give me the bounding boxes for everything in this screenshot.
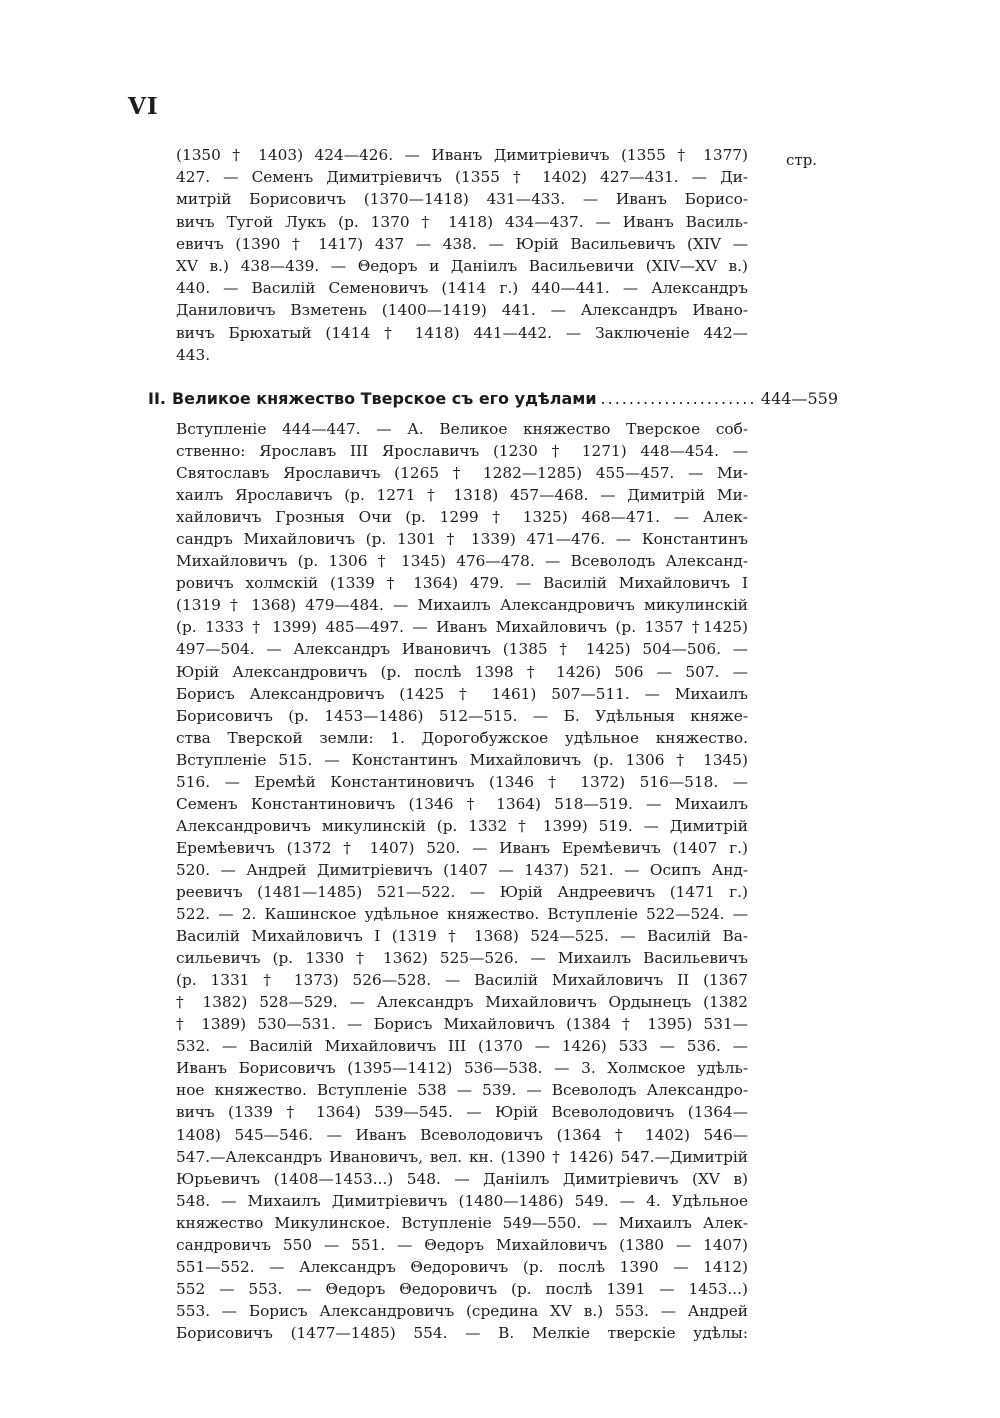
leader-dots — [601, 389, 757, 408]
text-line: Даниловичъ Взметень (1400—1419) 441. — Александръ Ивано- — [176, 301, 748, 320]
text-line: (1350 † 1403) 424—426. — Иванъ Димитріевичъ (1355 † 1377) — [176, 146, 748, 164]
text-line: 551—552. — Александръ Θедоровичъ (р. послѣ 1390 — 1412) — [176, 1257, 748, 1276]
page-column-label: стр. — [786, 151, 818, 169]
text-line: 532. — Василій Михайловичъ III (1370 — 1426) 533 — 536. — — [176, 1037, 748, 1056]
text-line: 520. — Андрей Димитріевичъ (1407 — 1437) 521. — Осипъ Анд- — [176, 860, 748, 879]
text-line: Иванъ Борисовичъ (1395—1412) 536—538. — 3. Холмское удѣль- — [176, 1059, 748, 1078]
text-line: вичъ Брюхатый (1414 † 1418) 441—442. — Заключеніе 442— — [176, 323, 748, 342]
continuation-text — [176, 144, 748, 366]
text-line: Василій Михайловичъ I (1319 † 1368) 524—525. — Василій Ва- — [176, 927, 748, 946]
text-line: Михайловичъ (р. 1306 † 1345) 476—478. — Всеволодъ Александ- — [176, 552, 748, 571]
text-line: хаилъ Ярославичъ (р. 1271 † 1318) 457—468. — Димитрій Ми- — [176, 486, 748, 505]
text-line: 552 — 553. — Θедоръ Θедоровичъ (р. послѣ 1391 — 1453...) — [176, 1279, 748, 1298]
section-number: II. — [148, 388, 166, 408]
text-line: XV в.) 438—439. — Θедоръ и Даніилъ Васильевичи (XIV—XV в.) — [176, 256, 748, 275]
text-line: 548. — Михаилъ Димитріевичъ (1480—1486) 549. — 4. Удѣльное — [176, 1191, 748, 1210]
section-pages: 444—559 — [760, 388, 838, 408]
text-line: 547.—Александръ Ивановичъ, вел. кн. (1390 † 1426) 547.—Димитрій — [176, 1147, 748, 1166]
text-line: 516. — Еремѣй Константиновичъ (1346 † 1372) 516—518. — — [176, 772, 748, 791]
text-line: (р. 1331 † 1373) 526—528. — Василій Михайловичъ II (1367 — [176, 971, 748, 990]
text-line: 553. — Борисъ Александровичъ (средина XV в.) 553. — Андрей — [176, 1301, 748, 1320]
text-line: 440. — Василій Семеновичъ (1414 г.) 440—441. — Александръ — [176, 279, 748, 298]
text-line: хайловичъ Грозныя Очи (р. 1299 † 1325) 468—471. — Алек- — [176, 508, 748, 527]
text-line: Юрьевичъ (1408—1453...) 548. — Даніилъ Димитріевичъ (XV в) — [176, 1169, 748, 1188]
text-line: 522. — 2. Кашинское удѣльное княжество. Вступленіе 522—524. — — [176, 905, 748, 924]
text-line: 427. — Семенъ Димитріевичъ (1355 † 1402) 427—431. — Ди- — [176, 168, 748, 187]
text-line: Вступленіе 444—447. — А. Великое княжество Тверское соб- — [176, 420, 748, 438]
text-line: (р. 1333 † 1399) 485—497. — Иванъ Михайловичъ (р. 1357 †1425) — [176, 618, 748, 637]
text-line: Борисовичъ (1477—1485) 554. — В. Мелкіе тверскіе удѣлы: — [176, 1323, 748, 1342]
page-number: VI — [128, 93, 159, 120]
text-line: сандровичъ 550 — 551. — Θедоръ Михайловичъ (1380 — 1407) — [176, 1235, 748, 1254]
text-line: сандръ Михайловичъ (р. 1301 † 1339) 471—476. — Константинъ — [176, 530, 748, 549]
text-line: ства Тверской земли: 1. Дорогобужское удѣльное княжество. — [176, 728, 748, 747]
section-text — [176, 418, 748, 1344]
text-line: 497—504. — Александръ Ивановичъ (1385 † 1425) 504—506. — — [176, 640, 748, 659]
text-line: ственно: Ярославъ III Ярославичъ (1230 † 1271) 448—454. — — [176, 442, 748, 461]
text-line: 443. — [176, 345, 211, 364]
text-line: (1319 † 1368) 479—484. — Михаилъ Александровичъ микулинскій — [176, 596, 748, 615]
text-line: вичъ Тугой Лукъ (р. 1370 † 1418) 434—437. — Иванъ Василь- — [176, 212, 748, 231]
text-line: ное княжество. Вступленіе 538 — 539. — Всеволодъ Александро- — [176, 1081, 748, 1100]
text-line: Юрій Александровичъ (р. послѣ 1398 † 1426) 506 — 507. — — [176, 662, 748, 681]
text-line: митрій Борисовичъ (1370—1418) 431—433. — Иванъ Борисо- — [176, 190, 748, 209]
text-line: княжество Микулинское. Вступленіе 549—550. — Михаилъ Алек- — [176, 1213, 748, 1232]
text-line: Семенъ Константиновичъ (1346 † 1364) 518—519. — Михаилъ — [176, 794, 748, 813]
text-line: † 1389) 530—531. — Борисъ Михайловичъ (1384 † 1395) 531— — [176, 1015, 748, 1034]
text-line: Борисъ Александровичъ (1425 † 1461) 507—511. — Михаилъ — [176, 684, 748, 703]
text-line: вичъ (1339 † 1364) 539—545. — Юрій Всеволодовичъ (1364— — [176, 1103, 748, 1122]
text-line: Борисовичъ (р. 1453—1486) 512—515. — Б. Удѣльныя княже- — [176, 706, 748, 725]
text-line: евичъ (1390 † 1417) 437 — 438. — Юрій Васильевичъ (XIV — — [176, 234, 748, 253]
section-title: Великое княжество Тверское съ его удѣлами — [171, 388, 597, 408]
text-line: † 1382) 528—529. — Александръ Михайловичъ Ордынецъ (1382 — [176, 993, 748, 1012]
text-line: Вступленіе 515. — Константинъ Михайловичъ (р. 1306 † 1345) — [176, 750, 748, 769]
text-line: реевичъ (1481—1485) 521—522. — Юрій Андреевичъ (1471 г.) — [176, 882, 748, 901]
text-line: Александровичъ микулинскій (р. 1332 † 1399) 519. — Димитрій — [176, 816, 748, 835]
section-heading — [148, 386, 838, 410]
text-line: ровичъ холмскій (1339 † 1364) 479. — Василій Михайловичъ I — [176, 574, 748, 593]
text-line: сильевичъ (р. 1330 † 1362) 525—526. — Михаилъ Васильевичъ — [176, 949, 748, 968]
text-line: Святославъ Ярославичъ (1265 † 1282—1285) 455—457. — Ми- — [176, 464, 748, 483]
text-line: Еремѣевичъ (1372 † 1407) 520. — Иванъ Еремѣевичъ (1407 г.) — [176, 838, 748, 857]
text-line: 1408) 545—546. — Иванъ Всеволодовичъ (1364 † 1402) 546— — [176, 1125, 748, 1144]
